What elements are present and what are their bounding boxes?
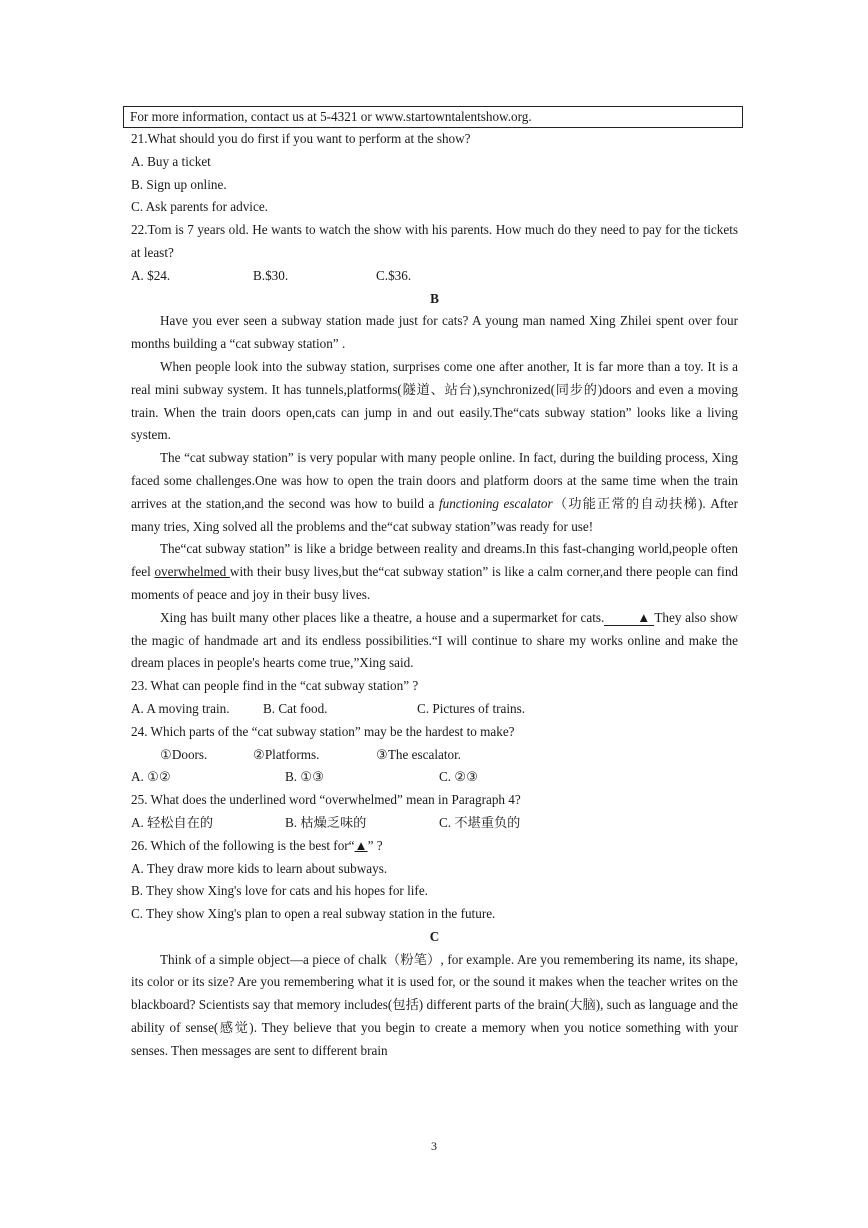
q21-stem: 21.What should you do first if you want to perform at the show? (131, 131, 471, 146)
q25-option-c: C. 不堪重负的 (439, 814, 521, 830)
q23-options (131, 698, 738, 721)
q24-options (131, 766, 738, 789)
q22-option-a: A. $24. (131, 267, 171, 283)
p4-text-b: with their busy lives,but the“cat subway station” is like a calm corner,and there people can find moments of peace and joy in their busy lives. (131, 564, 739, 602)
page-number: 3 (431, 1139, 437, 1153)
p3-text-a: The “cat subway station” is very popular with many people online. In fact, during the building process, Xing faced some challenges.One was how to open the train doors and platform doors at the same time when the train arrives at the station,and the second was how to build a (131, 450, 738, 511)
q25-option-a: A. 轻松自在的 (131, 814, 214, 830)
p3-italic-term: functioning escalator (438, 495, 553, 511)
passage-b-paragraph-5 (131, 607, 738, 675)
q24-option-b: B. ①③ (285, 769, 325, 785)
q23-option-b: B. Cat food. (263, 700, 328, 716)
passage-b-paragraph-3 (131, 447, 738, 538)
passage-c-paragraph-1: Think of a simple object—a piece of chalk（粉笔）, for example. Are you remembering its name, its shape, its color or its size? Are you remembering what it is used for, or the sound it makes when the teacher writes on the blackboard? Scientists say that memory includes(包括) different parts of the brain(大脑), such as language and the ability of sense(感觉). They believe that you begin to create a memory when you notice something with your senses. Then messages are sent to different brain (131, 951, 738, 1058)
q22-stem: 22.Tom is 7 years old. He wants to watch the show with his parents. How much do they need to pay for the tickets at least? (131, 222, 738, 260)
q22-option-b: B.$30. (253, 267, 289, 283)
q26-option-c: C. They show Xing's plan to open a real subway station in the future. (131, 906, 496, 922)
q23-option-c: C. Pictures of trains. (417, 700, 526, 716)
passage-b-paragraph-2: When people look into the subway station, surprises come one after another, It is far more than a toy. It is a real mini subway system. It has tunnels,platforms(隧道、站台),synchronized(同步的)doors and even a moving train. When the train doors open,cats can jump in and out easily.The“cats subway station” looks like a living system. (131, 358, 738, 443)
q21-option-c: C. Ask parents for advice. (131, 199, 268, 215)
passage-b-paragraph-4 (131, 538, 738, 606)
q26-stem-text-b: ” ? (367, 837, 383, 853)
q23-stem: 23. What can people find in the “cat subway station” ? (131, 678, 419, 694)
q22-options (131, 265, 738, 288)
section-b-heading: B (430, 290, 439, 306)
p4-text-a: The“cat subway station” is like a bridge between reality and dreams.In this fast-changing world,people often feel (131, 541, 738, 580)
page-content (131, 106, 738, 1063)
q25-options (131, 812, 738, 835)
p3-text-b: （功能正常的自动扶梯). After many tries, Xing solved all the problems and the“cat subway station”was ready for use! (131, 495, 739, 534)
underlined-word: overwhelmed (154, 564, 230, 580)
q26-stem (131, 835, 738, 858)
q24-items (131, 744, 738, 767)
q24-item-3: ③The escalator. (376, 746, 462, 762)
q21-option-b: B. Sign up online. (131, 176, 227, 192)
q24-item-2: ②Platforms. (253, 746, 320, 762)
triangle-icon: ▲ (354, 837, 368, 853)
passage-b-paragraph-1: Have you ever seen a subway station made just for cats? A young man named Xing Zhilei spent over four months building a “cat subway station” . (131, 313, 738, 352)
triangle-icon: ▲ (637, 609, 651, 625)
q22-option-c: C.$36. (376, 267, 412, 283)
p5-text-b: They also show the magic of handmade art and its endless possibilities.“I will continue to share my works online and make the dream places in people's hearts come true,”Xing said. (131, 609, 738, 671)
answer-blank (604, 611, 654, 626)
q23-option-a: A. A moving train. (131, 700, 230, 716)
q26-option-b: B. They show Xing's love for cats and his hopes for life. (131, 883, 428, 899)
q26-option-a: A. They draw more kids to learn about subways. (131, 860, 388, 876)
section-c-heading: C (429, 928, 440, 944)
q24-stem: 24. Which parts of the “cat subway station” may be the hardest to make? (131, 723, 515, 739)
q24-option-c: C. ②③ (439, 769, 479, 785)
q24-option-a: A. ①② (131, 769, 171, 785)
p5-text-a: Xing has built many other places like a theatre, a house and a supermarket for cats. (160, 609, 605, 625)
q25-option-b: B. 枯燥乏味的 (285, 814, 367, 830)
contact-text: For more information, contact us at 5-4321 or www.startowntalentshow.org. (130, 109, 532, 124)
q25-stem: 25. What does the underlined word “overwhelmed” mean in Paragraph 4? (131, 792, 521, 808)
q21-option-a: A. Buy a ticket (131, 153, 211, 169)
q24-item-1: ①Doors. (160, 746, 208, 762)
q26-stem-text-a: 26. Which of the following is the best for“ (131, 837, 355, 853)
contact-box (123, 106, 743, 128)
